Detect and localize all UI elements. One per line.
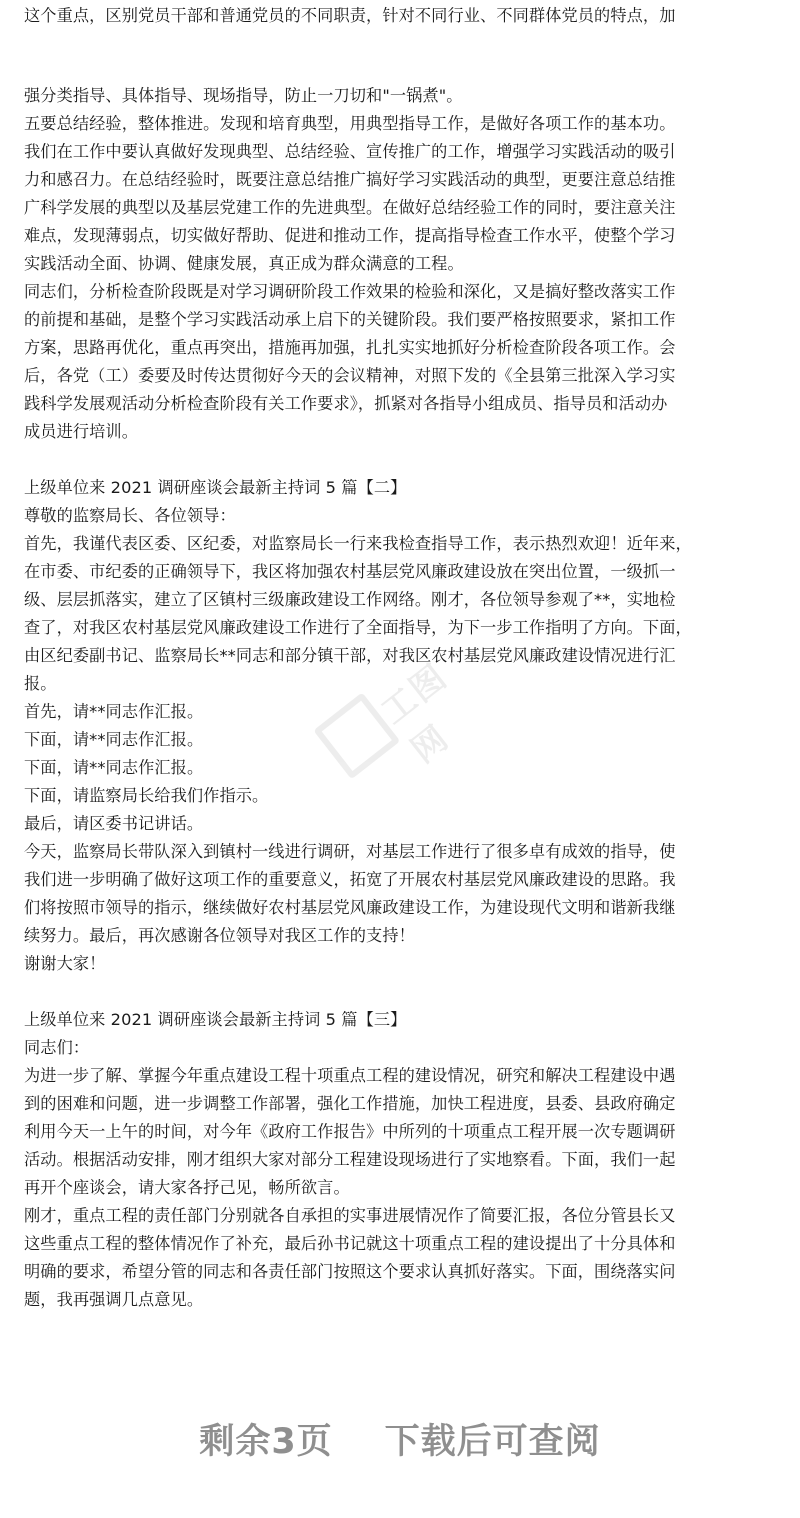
section-heading: 上级单位来 2021 调研座谈会最新主持词 5 篇【二】: [24, 478, 407, 497]
text-line: 下面，请**同志作汇报。: [24, 730, 204, 749]
salutation: 同志们：: [24, 1038, 90, 1057]
text-line: 我们进一步明确了做好这项工作的重要意义，拓宽了开展农村基层党风廉政建设的思路。我: [24, 870, 676, 889]
text-line: 首先，我谨代表区委、区纪委，对监察局长一行来我检查指导工作，表示热烈欢迎！近年来，: [24, 534, 692, 553]
remaining-pages-label: 剩余3页: [199, 1422, 333, 1462]
text-line: 再开个座谈会，请大家各抒己见，畅所欲言。: [24, 1178, 350, 1197]
download-prompt[interactable]: [0, 1414, 800, 1464]
text-line: 强分类指导、具体指导、现场指导，防止一刀切和"一锅煮"。: [24, 86, 463, 105]
text-line: 活动。根据活动安排，刚才组织大家对部分工程建设现场进行了实地察看。下面，我们一起: [24, 1150, 676, 1169]
text-line: 谢谢大家！: [24, 954, 106, 973]
text-line: 广科学发展的典型以及基层党建工作的先进典型。在做好总结经验工作的同时，要注意关注: [24, 198, 676, 217]
text-line: 的前提和基础，是整个学习实践活动承上启下的关键阶段。我们要严格按照要求，紧扣工作: [24, 310, 676, 329]
salutation: 尊敬的监察局长、各位领导：: [24, 506, 236, 525]
text-line: 这些重点工程的整体情况作了补充，最后孙书记就这十项重点工程的建设提出了十分具体和: [24, 1234, 676, 1253]
text-line: 今天，监察局长带队深入到镇村一线进行调研，对基层工作进行了很多卓有成效的指导，使: [24, 842, 676, 861]
text-line: 下面，请**同志作汇报。: [24, 758, 204, 777]
text-line: 报。: [24, 674, 57, 693]
text-line: 力和感召力。在总结经验时，既要注意总结推广搞好学习实践活动的典型，更要注意总结推: [24, 170, 676, 189]
text-line: 利用今天一上午的时间，对今年《政府工作报告》中所列的十项重点工程开展一次专题调研: [24, 1122, 676, 1141]
text-line: 成员进行培训。: [24, 422, 139, 441]
watermark-text: 工图网: [373, 656, 458, 772]
text-line: 五要总结经验，整体推进。发现和培育典型，用典型指导工作，是做好各项工作的基本功。: [24, 114, 676, 133]
text-line: 在市委、市纪委的正确领导下，我区将加强农村基层党风廉政建设放在突出位置，一级抓一: [24, 562, 676, 581]
text-line: 实践活动全面、协调、健康发展，真正成为群众满意的工程。: [24, 254, 464, 273]
text-line: 同志们，分析检查阶段既是对学习调研阶段工作效果的检验和深化，又是搞好整改落实工作: [24, 282, 676, 301]
text-line: 后，各党（工）委要及时传达贯彻好今天的会议精神，对照下发的《全县第三批深入学习实: [24, 366, 676, 385]
text-line: 查了，对我区农村基层党风廉政建设工作进行了全面指导，为下一步工作指明了方向。下面，: [24, 618, 692, 637]
text-line: 践科学发展观活动分析检查阶段有关工作要求》，抓紧对各指导小组成员、指导员和活动办: [24, 394, 668, 413]
text-line: 我们在工作中要认真做好发现典型、总结经验、宣传推广的工作，增强学习实践活动的吸引: [24, 142, 676, 161]
text-line: 题，我再强调几点意见。: [24, 1290, 204, 1309]
text-line: 最后，请区委书记讲话。: [24, 814, 204, 833]
text-line: 刚才，重点工程的责任部门分别就各自承担的实事进展情况作了简要汇报，各位分管县长又: [24, 1206, 676, 1225]
text-line: 方案，思路再优化，重点再突出，措施再加强，扎扎实实地抓好分析检查阶段各项工作。会: [24, 338, 676, 357]
text-line: 为进一步了解、掌握今年重点建设工程十项重点工程的建设情况，研究和解决工程建设中遇: [24, 1066, 676, 1085]
section-heading: 上级单位来 2021 调研座谈会最新主持词 5 篇【三】: [24, 1010, 407, 1029]
text-line: 到的困难和问题，进一步调整工作部署，强化工作措施，加快工程进度，县委、县政府确定: [24, 1094, 676, 1113]
text-line: 们将按照市领导的指示，继续做好农村基层党风廉政建设工作，为建设现代文明和谐新我继: [24, 898, 676, 917]
text-line: 续努力。最后，再次感谢各位领导对我区工作的支持！: [24, 926, 415, 945]
text-line: 明确的要求，希望分管的同志和各责任部门按照这个要求认真抓好落实。下面，围绕落实问: [24, 1262, 676, 1281]
download-to-view-label: 下载后可查阅: [384, 1422, 601, 1462]
text-line: 这个重点，区别党员干部和普通党员的不同职责，针对不同行业、不同群体党员的特点，加: [24, 6, 676, 25]
text-line: 难点，发现薄弱点，切实做好帮助、促进和推动工作，提高指导检查工作水平，使整个学习: [24, 226, 676, 245]
text-line: 由区纪委副书记、监察局长**同志和部分镇干部，对我区农村基层党风廉政建设情况进行汇: [24, 646, 676, 665]
text-line: 级、层层抓落实，建立了区镇村三级廉政建设工作网络。刚才，各位领导参观了**，实地检: [24, 590, 676, 609]
text-line: 首先，请**同志作汇报。: [24, 702, 204, 721]
text-line: 下面，请监察局长给我们作指示。: [24, 786, 269, 805]
